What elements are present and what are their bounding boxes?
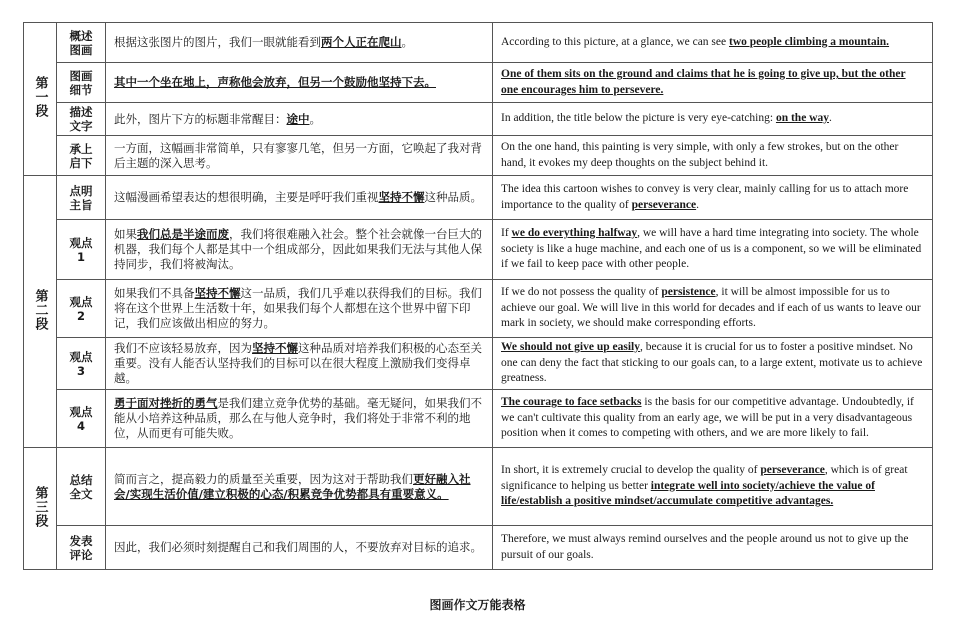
english-text-cell (493, 338, 933, 390)
text-segment: In addition, the title below the picture is very eye-catching: (501, 112, 776, 125)
row-label-text: 总结全文 (69, 472, 93, 501)
text-segment: 是我们建立竞争优势的基础。毫无疑问，如果我们不能从小培养这种品质，那么在与他人竞争时，我们将处于非常不利的地位，从而更有可能失败。 (114, 396, 482, 440)
english-text-cell (493, 526, 933, 570)
text-segment: 一方面，这幅画非常简单，只有寥寥几笔，但另一方面，它唤起了我对背后主题的深入思考。 (114, 140, 482, 170)
text-segment: 。 (309, 111, 321, 126)
text-segment: , which is of great significance to helping us better (501, 464, 908, 492)
row-label-text: 观点4 (69, 404, 93, 433)
key-phrase: 两个人正在爬山 (321, 35, 402, 49)
row-label-text: 描述文字 (69, 105, 93, 133)
row-label (57, 63, 106, 103)
text-segment: The idea this cartoon wishes to convey is very clear, mainly calling for us to attach more importance to the quality of (501, 183, 909, 211)
english-text-cell (493, 390, 933, 448)
text-segment: ，我们将很难融入社会。整个社会就像一台巨大的机器，我们每个人都是其中一个组成部分，因此如果我们无法与其他人保持同步，我们将被淘汰。 (114, 227, 482, 271)
table-row (24, 103, 933, 136)
english-text-cell (493, 23, 933, 63)
text-segment: If (501, 227, 512, 240)
row-label (57, 448, 106, 526)
table-row (24, 176, 933, 220)
key-phrase: The courage to face setbacks (501, 396, 642, 409)
key-phrase: on the way (775, 112, 829, 125)
english-text-cell (493, 176, 933, 220)
key-phrase: 坚持不懈 (378, 190, 425, 204)
section-label: 第一段 (32, 76, 48, 118)
key-phrase: integrate well into society/achieve the value of life/establish a positive mindset/accumulate competitive advantages. (501, 479, 875, 508)
key-phrase: perseverance (631, 198, 697, 211)
table-row (24, 448, 933, 526)
chinese-text-cell (106, 338, 493, 390)
text-segment: 这一品质，我们几乎难以获得我们的目标。我们将在这个世界上生活数十年，如果我们每个人都想在这个世界中留下印记，我们应该做出相应的努力。 (114, 286, 482, 330)
key-phrase: 坚持不懈 (194, 286, 241, 300)
table-row (24, 280, 933, 338)
text-segment: 简而言之，提高毅力的质量至关重要，因为这对于帮助我们 (114, 471, 413, 486)
row-label (57, 136, 106, 176)
english-text-cell (493, 63, 933, 103)
text-segment: . (696, 198, 699, 211)
english-text-cell (493, 136, 933, 176)
text-segment: 因此，我们必须时刻提醒自己和我们周围的人，不要放弃对目标的追求。 (114, 540, 482, 554)
row-label (57, 23, 106, 63)
row-label-text: 发表评论 (69, 533, 93, 562)
table-row (24, 338, 933, 390)
key-phrase: 我们总是半途而废 (137, 227, 229, 241)
key-phrase: We should not give up easily (501, 341, 640, 354)
chinese-text-cell (106, 63, 493, 103)
row-label (57, 526, 106, 570)
row-label (57, 176, 106, 220)
key-phrase: One of them sits on the ground and claims that he is going to give up, but the other one encourages him to persevere. (501, 68, 906, 96)
text-segment: , we will have a hard time integrating into society. The whole society is like a huge machine, and each one of us is a component, so we will be eliminated if we fail to keep pace with other people. (501, 227, 922, 271)
row-label-text: 概述图画 (69, 28, 93, 57)
text-segment: 这种品质。 (424, 190, 482, 204)
text-segment: According to this picture, at a glance, we can see (501, 35, 729, 48)
key-phrase: persistence (661, 286, 716, 299)
text-segment: 如果我们不具备 (114, 286, 195, 300)
row-label-text: 观点1 (69, 235, 93, 264)
table-row (24, 390, 933, 448)
text-segment: If we do not possess the quality of (501, 286, 662, 299)
key-phrase: 勇于面对挫折的勇气 (114, 396, 218, 410)
key-phrase: 更好融入社会/实现生活价值/建立积极的心态/积累竞争优势都具有重要意义。 (114, 471, 471, 501)
chinese-text-cell (106, 103, 493, 136)
key-phrase: perseverance (760, 464, 825, 477)
row-label (57, 338, 106, 390)
english-text-cell (493, 103, 933, 136)
text-segment: is the basis for our competitive advantage. Undoubtedly, if we can't cultivate this quality from an early age, we will be put in a very disadvantageous position when it comes to competing with others, and we are more likely to fail. (501, 396, 914, 440)
section-label: 第二段 (32, 288, 48, 331)
row-label (57, 390, 106, 448)
text-segment: 我们不应该轻易放弃，因为 (114, 341, 252, 355)
table-row (24, 526, 933, 570)
text-segment: . (828, 112, 832, 125)
key-phrase: 其中一个坐在地上，声称他会放弃，但另一个鼓励他坚持下去。 (114, 75, 436, 89)
section-cell (24, 23, 57, 176)
english-text-cell (493, 280, 933, 338)
chinese-text-cell (106, 390, 493, 448)
table-row (24, 23, 933, 63)
row-label (57, 103, 106, 136)
text-segment: , it will be almost impossible for us to achieve our goal. We will live in this world for decades and if each of us wants to leave our mark in society, we should make corresponding efforts. (501, 286, 921, 330)
chinese-text-cell (106, 448, 493, 526)
text-segment: , because it is crucial for us to foster a positive mindset. No one can deny the fact that sticking to our goals can, to a large extent, motivate us to achieve greatness. (501, 341, 923, 385)
text-segment: On the one hand, this painting is very simple, with only a few strokes, but on the other hand, it evokes my deep thoughts on the subject behind it. (501, 141, 899, 169)
row-label (57, 220, 106, 280)
english-text-cell (493, 448, 933, 526)
key-phrase: two people climbing a mountain. (729, 35, 890, 48)
table-row (24, 220, 933, 280)
table-caption: 图画作文万能表格 (429, 598, 526, 612)
row-label-text: 观点3 (69, 349, 93, 378)
text-segment: 如果 (114, 227, 137, 241)
chinese-text-cell (106, 136, 493, 176)
key-phrase: 坚持不懈 (252, 341, 298, 355)
table-row (24, 63, 933, 103)
chinese-text-cell (106, 526, 493, 570)
chinese-text-cell (106, 280, 493, 338)
section-label: 第三段 (32, 485, 48, 528)
row-label (57, 280, 106, 338)
table-body (24, 23, 933, 570)
row-label-text: 承上启下 (69, 141, 93, 170)
key-phrase: 途中 (286, 111, 310, 126)
chinese-text-cell (106, 220, 493, 280)
section-cell (24, 448, 57, 570)
english-text-cell (493, 220, 933, 280)
text-segment: In short, it is extremely crucial to develop the quality of (501, 464, 761, 477)
essay-template-table (23, 22, 933, 570)
row-label-text: 图画细节 (69, 68, 93, 97)
text-segment: 根据这张图片的图片，我们一眼就能看到 (114, 35, 321, 49)
row-label-text: 观点2 (69, 294, 93, 323)
text-segment: 这幅漫画希望表达的想很明确，主要是呼吁我们重视 (114, 190, 379, 204)
text-segment: 这种品质对培养我们积极的心态至关重要。没有人能否认坚持我们的目标可以在很大程度上激励我们变得卓越。 (114, 341, 482, 385)
text-segment: Therefore, we must always remind ourselves and the people around us not to give up the pursuit of our goals. (501, 533, 909, 561)
row-label-text: 点明主旨 (69, 183, 93, 212)
chinese-text-cell (106, 23, 493, 63)
text-segment: 此外，图片下方的标题非常醒目： (114, 111, 287, 126)
text-segment: 。 (401, 35, 413, 49)
table-row (24, 136, 933, 176)
section-cell (24, 176, 57, 448)
chinese-text-cell (106, 176, 493, 220)
key-phrase: we do everything halfway (511, 227, 638, 240)
